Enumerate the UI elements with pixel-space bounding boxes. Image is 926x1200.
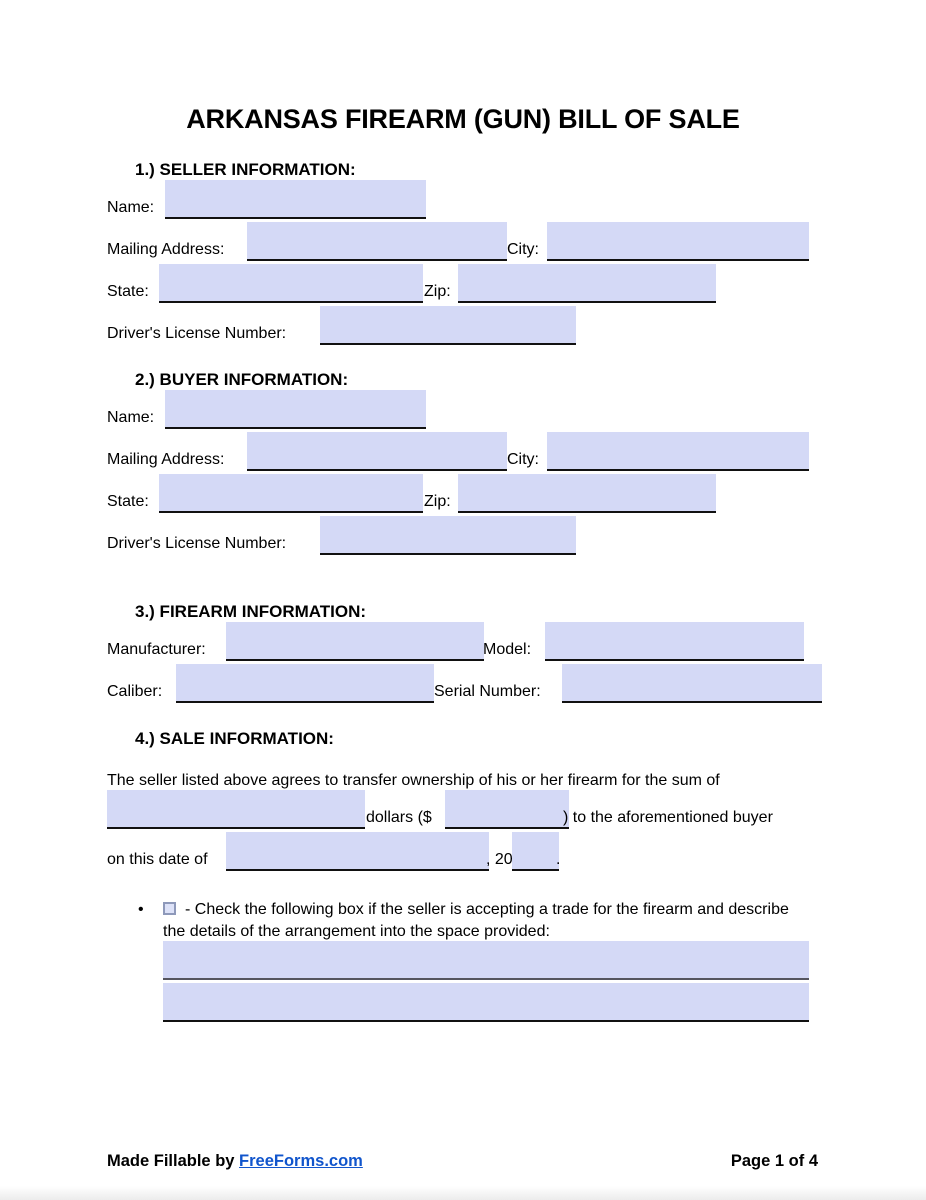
model-input[interactable] — [545, 622, 804, 661]
sale-paragraph-line1: The seller listed above agrees to transfer ownership of his or her firearm for the sum of — [107, 772, 720, 789]
section-heading-seller: 1.) SELLER INFORMATION: — [135, 160, 356, 179]
sale-close-and-buyer-text: ) to the aforementioned buyer — [563, 809, 773, 826]
footer-made-fillable-text — [107, 1151, 363, 1172]
section-heading-sale: 4.) SALE INFORMATION: — [135, 729, 334, 748]
buyer-state-input[interactable] — [159, 474, 423, 513]
page-bottom-edge — [0, 1186, 926, 1200]
seller-state-label: State: — [107, 283, 149, 300]
seller-mailing-address-input[interactable] — [247, 222, 507, 261]
buyer-drivers-license-input[interactable] — [320, 516, 576, 555]
buyer-mailing-address-input[interactable] — [247, 432, 507, 471]
seller-city-label: City: — [507, 241, 539, 258]
sale-amount-words-input[interactable] — [107, 790, 365, 829]
buyer-zip-label: Zip: — [424, 493, 451, 510]
sale-date-prefix-text: on this date of — [107, 851, 208, 868]
model-label: Model: — [483, 641, 532, 658]
footer-made-fillable-prefix: Made Fillable by — [107, 1152, 240, 1170]
buyer-zip-input[interactable] — [458, 474, 716, 513]
buyer-state-label: State: — [107, 493, 149, 510]
trade-bullet: • — [138, 901, 144, 918]
seller-zip-label: Zip: — [424, 283, 451, 300]
seller-state-input[interactable] — [159, 264, 423, 303]
serial-number-input[interactable] — [562, 664, 822, 703]
section-heading-firearm: 3.) FIREARM INFORMATION: — [135, 602, 367, 621]
buyer-drivers-license-label: Driver's License Number: — [107, 535, 287, 552]
sale-date-input[interactable] — [226, 832, 489, 871]
sale-dollars-open-text: dollars ($ — [366, 809, 432, 826]
trade-details-input-2[interactable] — [163, 983, 809, 1022]
seller-name-label: Name: — [107, 199, 155, 216]
section-heading-buyer: 2.) BUYER INFORMATION: — [135, 370, 349, 389]
trade-details-input-1[interactable] — [163, 941, 809, 980]
sale-year-input[interactable] — [512, 832, 559, 871]
buyer-city-label: City: — [507, 451, 539, 468]
freeforms-link[interactable]: FreeForms.com — [239, 1152, 363, 1170]
buyer-city-input[interactable] — [547, 432, 809, 471]
sale-amount-digits-input[interactable] — [445, 790, 569, 829]
page-indicator: Page 1 of 4 — [730, 1152, 818, 1170]
manufacturer-input[interactable] — [226, 622, 484, 661]
buyer-name-input[interactable] — [165, 390, 426, 429]
buyer-mailing-address-label: Mailing Address: — [107, 451, 225, 468]
seller-zip-input[interactable] — [458, 264, 716, 303]
form-title: ARKANSAS FIREARM (GUN) BILL OF SALE — [186, 104, 740, 134]
trade-instruction-text: - Check the following box if the seller is accepting a trade for the firearm and describe the details of the arrangement into the space provided: — [163, 901, 789, 940]
sale-sentence-end-text: . — [556, 851, 561, 868]
seller-city-input[interactable] — [547, 222, 809, 261]
caliber-label: Caliber: — [107, 683, 163, 700]
seller-drivers-license-input[interactable] — [320, 306, 576, 345]
seller-drivers-license-label: Driver's License Number: — [107, 325, 287, 342]
seller-mailing-address-label: Mailing Address: — [107, 241, 225, 258]
caliber-input[interactable] — [176, 664, 434, 703]
buyer-name-label: Name: — [107, 409, 155, 426]
manufacturer-label: Manufacturer: — [107, 641, 206, 658]
sale-year-prefix-text: , 20 — [486, 851, 513, 868]
seller-name-input[interactable] — [165, 180, 426, 219]
serial-number-label: Serial Number: — [434, 683, 541, 700]
